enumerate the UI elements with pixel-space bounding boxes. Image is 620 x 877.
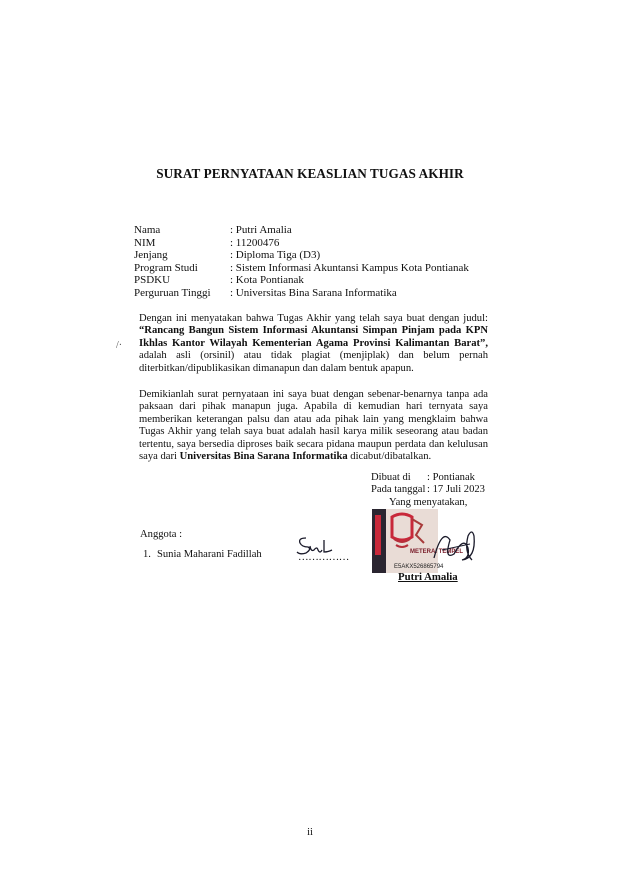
declaration-rest: adalah asli (orsinil) atau tidak plagiat (menjiplak) dan belum pernah diterbitkan/dipublikasikan dimanapun dan dalam bentuk apapun.	[139, 350, 488, 374]
info-label: NIM	[134, 236, 156, 249]
declarer-label: Yang menyatakan,	[389, 496, 468, 508]
info-label: PSDKU	[134, 274, 171, 287]
members-label: Anggota :	[140, 529, 183, 540]
info-value: : 11200476	[230, 236, 280, 249]
info-row-university	[134, 287, 469, 300]
signing-place	[371, 472, 485, 484]
info-value: : Putri Amalia	[230, 224, 292, 236]
date-label: Pada tanggal	[371, 484, 426, 496]
declaration-intro: Dengan ini menyatakan bahwa Tugas Akhir yang telah saya buat dengan judul:	[139, 313, 488, 324]
info-row-nim	[134, 237, 469, 250]
info-value: : Universitas Bina Sarana Informatika	[230, 286, 397, 299]
page-number: ii	[307, 827, 313, 838]
info-row-program	[134, 262, 469, 275]
closing-ending: dicabut/dibatalkan.	[347, 451, 432, 463]
member-number: 1.	[143, 549, 151, 560]
place-label: Dibuat di	[371, 472, 411, 483]
place-value: : Pontianak	[427, 472, 475, 483]
info-label: Perguruan Tinggi	[134, 286, 211, 299]
info-row-level	[134, 249, 469, 262]
closing-text: Demikianlah surat pernyataan ini saya buat dengan sebenar-benarnya tanpa ada paksaan dari pihak manapun juga. Apabila di kemudian hari ternyata saya memberikan keterangan palsu dan atau ada pihak lain yang mengklaim bahwa Tugas Akhir yang telah saya buat adalah hasil karya milik seseorang atau badan tertentu, saya bersedia diproses baik secara pidana maupun perdata dan kelulusan saya dari	[139, 389, 488, 463]
info-value: : Kota Pontianak	[230, 274, 304, 287]
document-title: SURAT PERNYATAAN KEASLIAN TUGAS AKHIR	[156, 166, 464, 181]
date-value: : 17 Juli 2023	[427, 484, 485, 496]
thesis-title: “Rancang Bangun Sistem Informasi Akuntansi Simpan Pinjam pada KPN Ikhlas Kantor Wilayah Kementerian Agama Provinsi Kalimantan Barat”,	[139, 325, 488, 349]
info-row-name	[134, 224, 469, 237]
stamp-text: METERAI TEMPEL	[410, 549, 464, 555]
info-label: Nama	[134, 224, 161, 236]
identity-table	[134, 224, 469, 300]
declarer-signature	[430, 522, 480, 573]
info-value: : Sistem Informasi Akuntansi Kampus Kota Pontianak	[230, 261, 469, 274]
closing-paragraph	[139, 389, 488, 463]
info-label: Program Studi	[134, 261, 198, 274]
signing-date	[371, 484, 485, 496]
member-row	[143, 549, 262, 560]
signing-block	[371, 472, 485, 509]
member-signature-dots: ……………	[298, 552, 349, 563]
stamp-code: E5AKX526865794	[394, 564, 444, 570]
declarer-name: Putri Amalia	[398, 571, 458, 583]
margin-mark: /·	[116, 340, 123, 351]
member-name: Sunia Maharani Fadillah	[156, 549, 262, 560]
university-name: Universitas Bina Sarana Informatika	[179, 451, 348, 463]
declaration-paragraph	[139, 313, 488, 375]
info-value: : Diploma Tiga (D3)	[230, 249, 321, 262]
info-label: Jenjang	[134, 249, 168, 262]
info-row-psdku	[134, 274, 469, 287]
